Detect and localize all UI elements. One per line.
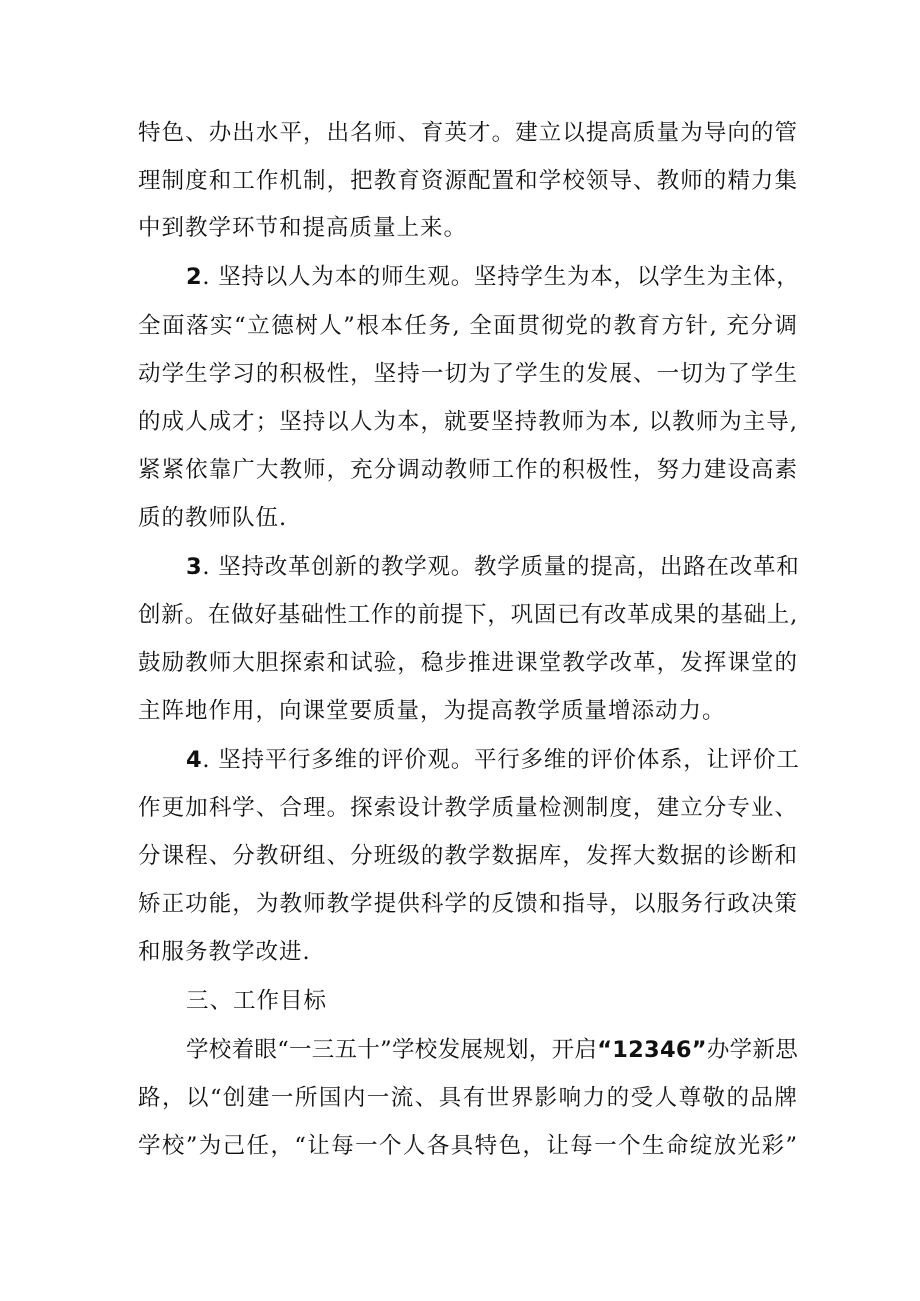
paragraph-5-text-after: 办学新思 (706, 1037, 798, 1063)
paragraph-2-line-2: 全面落实“立德树人”根本任务, 全面贯彻党的教育方针, 充分调 (138, 313, 798, 339)
paragraph-4-line-2: 作更加科学、合理。探索设计教学质量检测制度，建立分专业、 (138, 795, 798, 821)
paragraph-5-line-3: 学校”为己任，“让每一个人各具特色，让每一个生命绽放光彩” (138, 1133, 798, 1159)
paragraph-3-first-line-text: . 坚持改革创新的教学观。教学质量的提高，出路在改革和 (202, 554, 800, 580)
paragraph-2-line-3: 动学生学习的积极性，坚持一切为了学生的发展、一切为了学生 (138, 361, 798, 387)
paragraph-4-line-5: 和服务教学改进. (138, 939, 311, 965)
paragraph-4-line-1 (186, 743, 798, 777)
paragraph-1-line-3: 中到教学环节和提高质量上来。 (138, 215, 468, 241)
paragraph-4-line-4: 矫正功能，为教师教学提供科学的反馈和指导，以服务行政决策 (138, 891, 798, 917)
paragraph-4-number: 4 (186, 747, 203, 773)
paragraph-5-line-2: 路，以“创建一所国内一流、具有世界影响力的受人尊敬的品牌 (138, 1085, 798, 1111)
paragraph-2-line-5: 紧紧依靠广大教师，充分调动教师工作的积极性，努力建设高素 (138, 457, 798, 483)
paragraph-2-line-4: 的成人成才；坚持以人为本，就要坚持教师为本, 以教师为主导, (138, 409, 798, 435)
paragraph-2-line-6: 质的教师队伍. (138, 505, 288, 531)
paragraph-4-line-3: 分课程、分教研组、分班级的教学数据库，发挥大数据的诊断和 (138, 843, 798, 869)
paragraph-5-bold-number: “12346” (597, 1037, 707, 1063)
paragraph-5-line-1 (186, 1033, 798, 1067)
paragraph-2-line-1 (186, 260, 798, 294)
paragraph-1-line-2: 理制度和工作机制，把教育资源配置和学校领导、教师的精力集 (138, 168, 798, 194)
paragraph-5-text-before: 学校着眼“一三五十”学校发展规划，开启 (186, 1037, 598, 1063)
paragraph-3-line-3: 鼓励教师大胆探索和试验，稳步推进课堂教学改革，发挥课堂的 (138, 650, 798, 676)
paragraph-3-line-4: 主阵地作用，向课堂要质量，为提高教学质量增添动力。 (138, 698, 726, 724)
paragraph-2-number: 2 (186, 264, 203, 290)
paragraph-3-number: 3 (186, 554, 203, 580)
paragraph-1-line-1: 特色、办出水平，出名师、育英才。建立以提高质量为导向的管 (138, 120, 798, 146)
paragraph-4-first-line-text: . 坚持平行多维的评价观。平行多维的评价体系，让评价工 (202, 747, 800, 773)
paragraph-2-first-line-text: . 坚持以人为本的师生观。坚持学生为本，以学生为主体， (202, 264, 800, 290)
section-heading: 三、工作目标 (186, 988, 328, 1014)
paragraph-3-line-1 (186, 550, 798, 584)
paragraph-3-line-2: 创新。在做好基础性工作的前提下，巩固已有改革成果的基础上, (138, 602, 798, 628)
